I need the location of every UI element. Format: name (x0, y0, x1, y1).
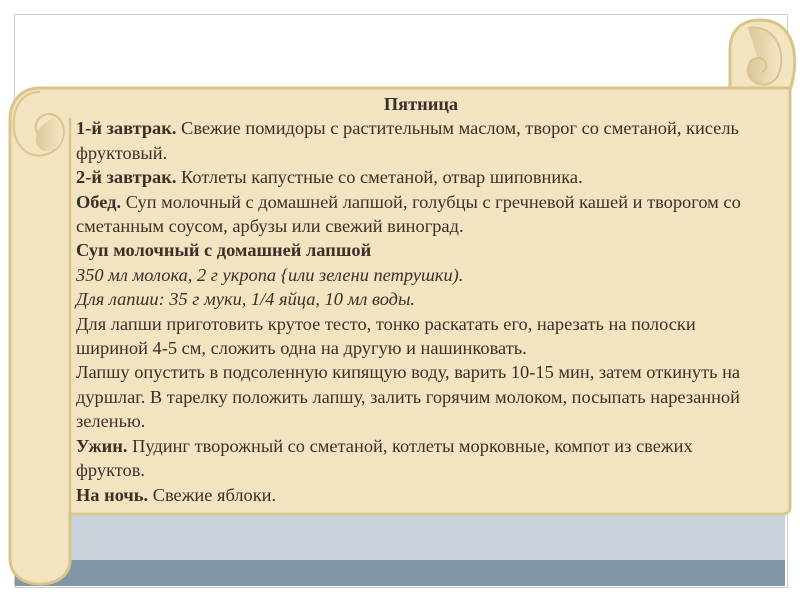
night-label: На ночь. (76, 484, 149, 505)
night-text: Свежие яблоки. (148, 484, 277, 505)
day-title: Пятница (383, 94, 459, 114)
night-paragraph (76, 483, 766, 507)
breakfast1-label: 1-й завтрак. (76, 118, 177, 139)
breakfast2-text: Котлеты капустные со сметаной, отвар шиповника. (176, 167, 583, 188)
lunch-paragraph (76, 190, 766, 239)
recipe-ingredients-1: 350 мл молока, 2 г укропа {или зелени петрушки). (76, 264, 464, 285)
lunch-text: Суп молочный с домашней лапшой, голубцы с гречневой кашей и творогом со сметанным соусом, арбузы или свежий виноград. (76, 191, 741, 237)
breakfast2-label: 2-й завтрак. (76, 167, 177, 188)
lunch-label: Обед. (76, 191, 122, 212)
dinner-label: Ужин. (76, 435, 128, 456)
recipe-step-1: Для лапши приготовить крутое тесто, тонко раскатать его, нарезать на полоски шириной 4-5 см, сложить одна на другую и нашинковать. (76, 313, 696, 359)
breakfast2-paragraph (76, 165, 766, 189)
dinner-text: Пудинг творожный со сметаной, котлеты морковные, компот из свежих фруктов. (76, 435, 693, 481)
dinner-paragraph (76, 434, 766, 483)
recipe-step-2: Лапшу опустить в подсоленную кипящую воду, варить 10-15 мин, затем откинуть на дуршлаг. В тарелку положить лапшу, залить горячим молоком, посыпать нарезанной зеленью. (76, 362, 741, 432)
recipe-heading: Суп молочный с домашней лапшой (76, 240, 372, 261)
recipe-ingredients-2: Для лапши: 35 г муки, 1/4 яйца, 10 мл воды. (76, 289, 415, 310)
breakfast1-paragraph (76, 116, 766, 165)
menu-text (76, 92, 766, 507)
breakfast1-text: Свежие помидоры с растительным маслом, творог со сметаной, кисель фруктовый. (76, 118, 739, 163)
